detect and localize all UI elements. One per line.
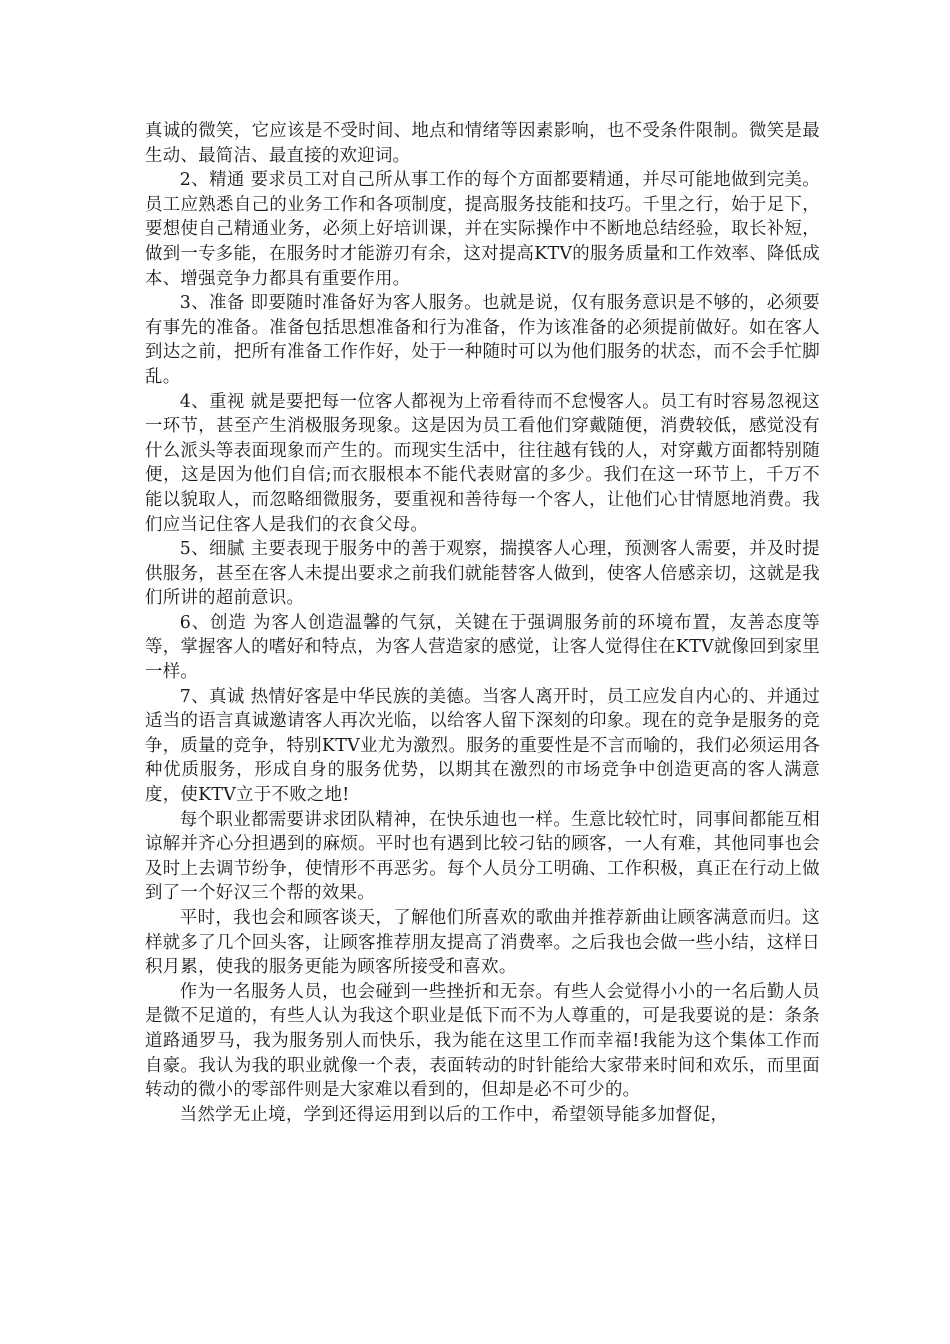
paragraph-attention: 4、重视 就是要把每一位客人都视为上帝看待而不怠慢客人。员工有时容易忽视这一环节，甚至产生消极服务现象。这是因为员工看他们穿戴随便，消费较低，感觉没有什么派头等表面现象而产生的。而现实生活中，往往越有钱的人，对穿戴方面都特别随便，这是因为他们自信;而衣服根本不能代表财富的多少。我们在这一环节上，千万不能以貌取人，而忽略细微服务，要重视和善待每一个客人，让他们心甘情愿地消费。我们应当记住客人是我们的衣食父母。 — [145, 391, 820, 535]
paragraph-setbacks: 作为一名服务人员，也会碰到一些挫折和无奈。有些人会觉得小小的一名后勤人员是微不足道的，有些人认为我这个职业是低下而不为人尊重的，可是我要说的是：条条道路通罗马，我为服务别人而快乐，我为能在这里工作而幸福!我能为这个集体工作而自豪。我认为我的职业就像一个表，表面转动的时针能给大家带来时间和欢乐，而里面转动的微小的零部件则是大家难以看到的，但却是必不可少的。 — [145, 981, 820, 1101]
paragraph-sincerity: 7、真诚 热情好客是中华民族的美德。当客人离开时，员工应发自内心的、并通过适当的语言真诚邀请客人再次光临，以给客人留下深刻的印象。现在的竞争是服务的竞争，质量的竞争，特别KTV业尤为激烈。服务的重要性是不言而喻的，我们必须运用各种优质服务，形成自身的服务优势，以期其在激烈的市场竞争中创造更高的客人满意度，使KTV立于不败之地! — [145, 686, 820, 806]
paragraph-preparation: 3、准备 即要随时准备好为客人服务。也就是说，仅有服务意识是不够的，必须要有事先的准备。准备包括思想准备和行为准备，作为该准备的必须提前做好。如在客人到达之前，把所有准备工作作好，处于一种随时可以为他们服务的状态，而不会手忙脚乱。 — [145, 293, 820, 387]
paragraph-delicacy: 5、细腻 主要表现于服务中的善于观察，揣摸客人心理，预测客人需要，并及时提供服务，甚至在客人未提出要求之前我们就能替客人做到，使客人倍感亲切，这就是我们所讲的超前意识。 — [145, 539, 820, 609]
paragraph-creation: 6、创造 为客人创造温馨的气氛，关键在于强调服务前的环境布置，友善态度等等，掌握客人的嗜好和特点，为客人营造家的感觉，让客人觉得住在KTV就像回到家里一样。 — [145, 612, 820, 683]
document-body — [145, 119, 820, 1127]
paragraph-teamwork: 每个职业都需要讲求团队精神，在快乐迪也一样。生意比较忙时，同事间都能互相谅解并齐心分担遇到的麻烦。平时也有遇到比较刁钻的顾客，一人有难，其他同事也会及时上去调节纷争，使情形不再恶劣。每个人员分工明确、工作积极，真正在行动上做到了一个好汉三个帮的效果。 — [145, 809, 820, 904]
paragraph-proficiency: 2、精通 要求员工对自己所从事工作的每个方面都要精通，并尽可能地做到完美。员工应熟悉自己的业务工作和各项制度，提高服务技能和技巧。千里之行，始于足下，要想使自己精通业务，必须上好培训课，并在实际操作中不断地总结经验，取长补短，做到一专多能，在服务时才能游刃有余，这对提高KTV的服务质量和工作效率、降低成本、增强竞争力都具有重要作用。 — [145, 170, 820, 289]
paragraph-intro-continuation: 真诚的微笑，它应该是不受时间、地点和情绪等因素影响，也不受条件限制。微笑是最生动、最简洁、最直接的欢迎词。 — [145, 121, 820, 166]
paragraph-closing: 当然学无止境，学到还得运用到以后的工作中，希望领导能多加督促， — [179, 1104, 729, 1125]
paragraph-customer-chat: 平时，我也会和顾客谈天，了解他们所喜欢的歌曲并推荐新曲让顾客满意而归。这样就多了几个回头客，让顾客推荐朋友提高了消费率。之后我也会做一些小结，这样日积月累，使我的服务更能为顾客所接受和喜欢。 — [145, 908, 820, 978]
